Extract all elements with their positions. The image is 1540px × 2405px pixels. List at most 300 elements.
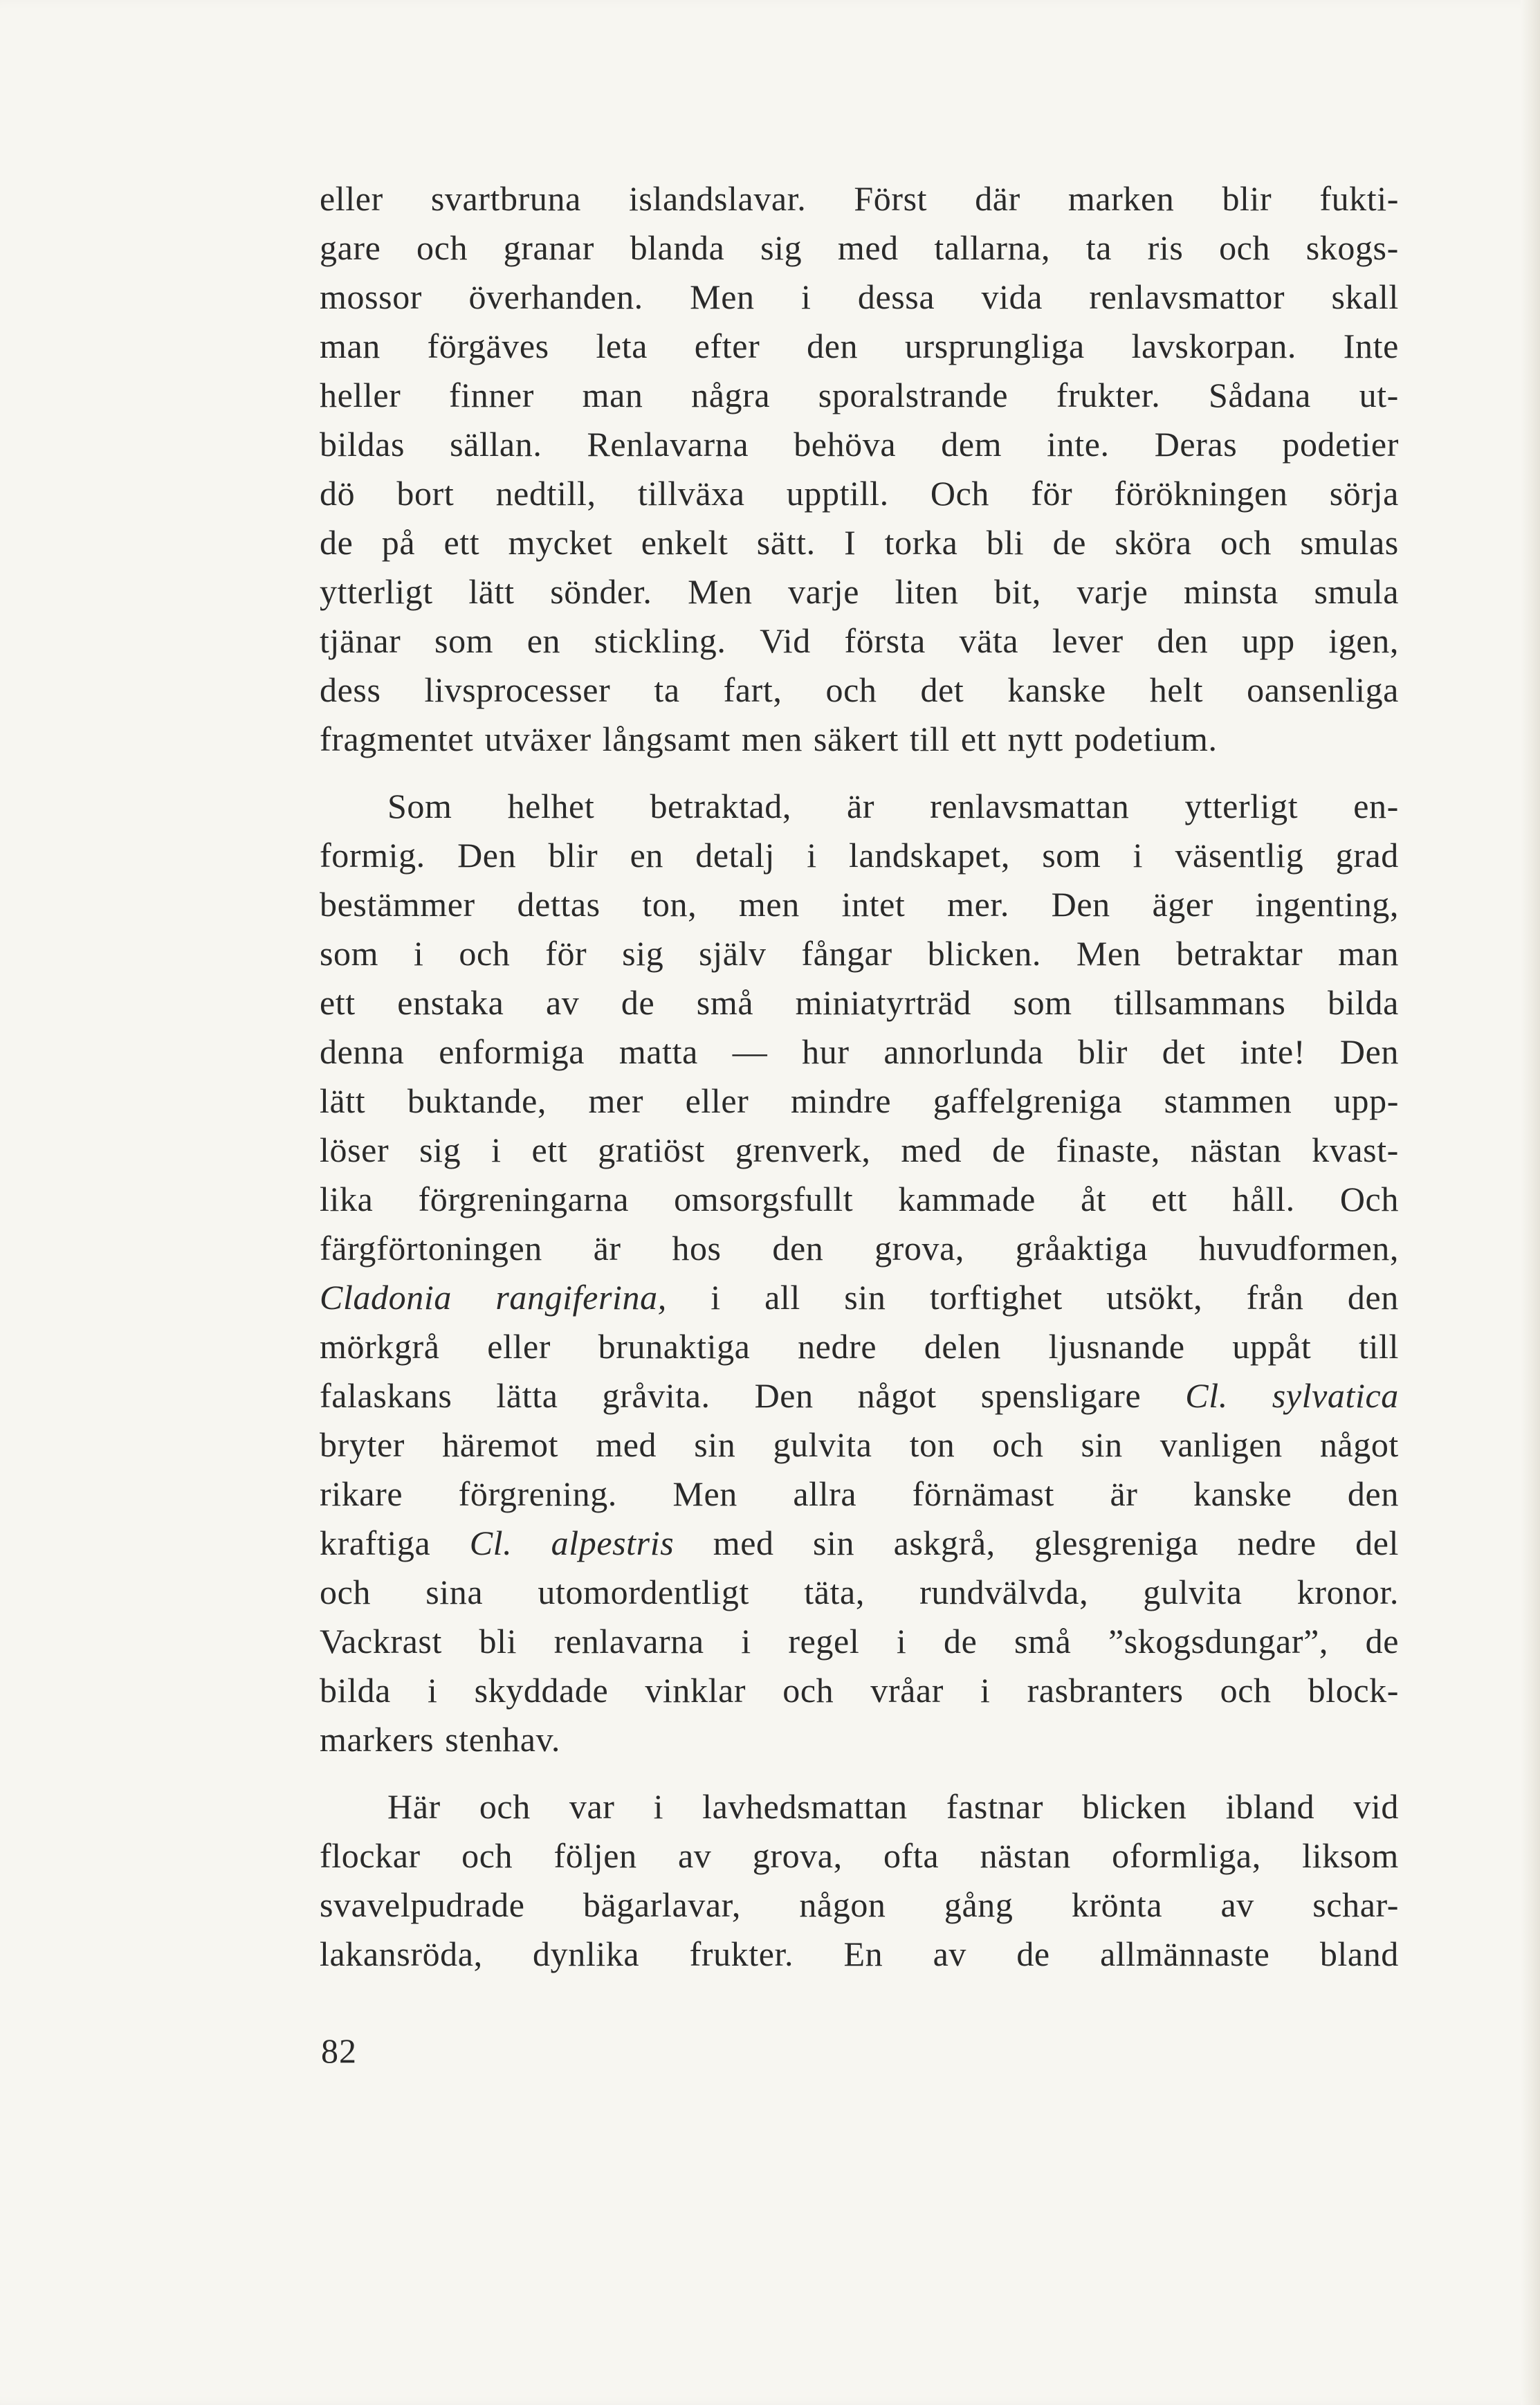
word: eller: [320, 179, 383, 218]
word: marken: [1067, 179, 1175, 218]
word: efter: [694, 327, 760, 365]
word: rasbranters: [1027, 1671, 1184, 1710]
text-line: [320, 1519, 1399, 1568]
word: markers: [320, 1720, 434, 1759]
text-line: [320, 1027, 1399, 1077]
word: förgreningarna: [418, 1180, 630, 1218]
word: med: [596, 1425, 657, 1464]
word: heller: [320, 376, 401, 414]
word: man: [320, 327, 381, 365]
word: vanligen: [1159, 1425, 1283, 1464]
word: förgrening.: [458, 1474, 617, 1513]
word: färgförtoningen: [320, 1229, 542, 1268]
word: ton,: [642, 885, 697, 924]
word: nytt: [1007, 720, 1063, 758]
word: och: [782, 1671, 834, 1710]
word: är: [847, 787, 875, 825]
word: —: [732, 1032, 768, 1071]
word: sin: [694, 1425, 736, 1464]
word: i: [711, 1278, 721, 1317]
word: sina: [425, 1573, 484, 1611]
word: små: [696, 983, 754, 1022]
word: Vackrast: [320, 1622, 442, 1661]
text-line: [320, 1470, 1399, 1519]
word: bland: [1319, 1935, 1399, 1973]
word: som: [320, 934, 379, 973]
word: sin: [844, 1278, 886, 1317]
word: sköra: [1115, 523, 1192, 562]
word: Men: [1076, 934, 1142, 973]
text-line: [320, 567, 1399, 616]
word: landskapet,: [849, 836, 1010, 875]
word: några: [691, 376, 771, 414]
word: Renlavarna: [587, 425, 749, 464]
text-line: [320, 1175, 1399, 1224]
word: och: [1219, 228, 1271, 267]
word: men: [742, 720, 803, 758]
word: förökningen: [1114, 474, 1288, 513]
word: sig: [419, 1131, 461, 1169]
word: Men: [672, 1474, 737, 1513]
word: ljusnande: [1048, 1327, 1185, 1366]
word: den: [1347, 1278, 1399, 1317]
word: små: [1014, 1622, 1072, 1661]
word: förgäves: [427, 327, 549, 365]
text-line: [320, 1782, 1399, 1831]
word: upp: [1241, 621, 1295, 660]
word: men: [738, 885, 800, 924]
word: skall: [1331, 277, 1399, 316]
word: mer: [588, 1081, 644, 1120]
text-line: [320, 518, 1399, 567]
word: inte!: [1240, 1032, 1306, 1071]
word: vida: [981, 277, 1043, 316]
word: rundvälvda,: [919, 1573, 1089, 1611]
text-line: [320, 223, 1399, 273]
word: håll.: [1232, 1180, 1295, 1218]
word: leta: [596, 327, 648, 365]
word: och: [459, 934, 511, 973]
word: kraftiga: [320, 1524, 431, 1562]
word: schar-: [1312, 1885, 1399, 1924]
word: dessa: [857, 277, 935, 316]
word: i: [491, 1131, 502, 1169]
text-line: [320, 880, 1399, 929]
word: Inte: [1343, 327, 1399, 365]
word: det: [920, 670, 964, 709]
page-number: 82: [321, 2031, 357, 2070]
word: block-: [1308, 1671, 1399, 1710]
word: eller: [685, 1081, 749, 1120]
text-line: [320, 1881, 1399, 1930]
word: livsprocesser: [424, 670, 611, 709]
word: ”skogsdungar”,: [1108, 1622, 1328, 1661]
word: eller: [487, 1327, 551, 1366]
word: rangiferina,: [495, 1278, 667, 1317]
word: kronor.: [1296, 1573, 1399, 1611]
word: ingenting,: [1255, 885, 1399, 924]
word: svavelpudrade: [320, 1885, 525, 1924]
word: ett: [443, 523, 480, 562]
word: Cl.: [1185, 1376, 1228, 1415]
word: kammade: [898, 1180, 1036, 1218]
word: utväxer: [484, 720, 592, 758]
word: nästan: [1190, 1131, 1282, 1169]
word: en-: [1353, 787, 1399, 825]
word: de: [1052, 523, 1087, 562]
word: som: [1013, 983, 1072, 1022]
word: Sådana: [1208, 376, 1311, 414]
word: ytterligt: [320, 572, 433, 611]
word: i: [980, 1671, 991, 1710]
word: liksom: [1302, 1836, 1399, 1875]
word: de: [320, 523, 354, 562]
word: för: [1031, 474, 1073, 513]
word: den: [807, 327, 859, 365]
word: Här: [387, 1787, 441, 1826]
word: ofta: [883, 1836, 939, 1875]
word: en: [526, 621, 561, 660]
word: något: [857, 1376, 937, 1415]
text-line: [320, 174, 1399, 223]
word: Deras: [1154, 425, 1238, 464]
word: blanda: [630, 228, 725, 267]
word: helt: [1149, 670, 1204, 709]
word: falaskans: [320, 1376, 452, 1415]
word: mer.: [947, 885, 1009, 924]
word: nästan: [980, 1836, 1071, 1875]
word: tallarna,: [934, 228, 1051, 267]
word: ett: [320, 983, 356, 1022]
word: bli: [986, 523, 1025, 562]
word: allmännaste: [1100, 1935, 1270, 1973]
page-edge-shadow: [1521, 0, 1540, 2405]
word: spensligare: [980, 1376, 1142, 1415]
word: i: [807, 836, 817, 875]
word: sällan.: [450, 425, 542, 464]
word: i: [800, 277, 812, 316]
word: tillsammans: [1114, 983, 1286, 1022]
paragraph-3: [320, 1782, 1399, 1979]
word: av: [678, 1836, 712, 1875]
word: smulas: [1300, 523, 1399, 562]
word: En: [843, 1935, 883, 1973]
word: liten: [895, 572, 959, 611]
word: häremot: [442, 1425, 559, 1464]
word: fragmentet: [320, 720, 474, 758]
word: är: [1110, 1474, 1138, 1513]
word: tillväxa: [637, 474, 745, 513]
word: ett: [531, 1131, 568, 1169]
word: med: [837, 228, 899, 267]
body-text: [320, 174, 1399, 1979]
word: lika: [320, 1180, 374, 1218]
word: askgrå,: [893, 1524, 996, 1562]
word: skogs-: [1305, 228, 1399, 267]
word: omsorgsfullt: [674, 1180, 854, 1218]
word: bort: [396, 474, 455, 513]
word: stammen: [1164, 1081, 1292, 1120]
word: och: [992, 1425, 1044, 1464]
word: fastnar: [946, 1787, 1044, 1826]
word: bilda: [320, 1671, 391, 1710]
word: ett: [960, 720, 997, 758]
word: torftighet: [929, 1278, 1063, 1317]
word: lätt: [468, 572, 515, 611]
text-line: [320, 831, 1399, 880]
word: brunaktiga: [598, 1327, 751, 1366]
word: säkert: [813, 720, 899, 758]
word: blir: [1078, 1032, 1128, 1071]
word: de: [992, 1131, 1026, 1169]
word: man: [1338, 934, 1399, 973]
word: blir: [548, 836, 598, 875]
word: sörja: [1329, 474, 1399, 513]
word: vid: [1353, 1787, 1399, 1826]
word: oformliga,: [1112, 1836, 1261, 1875]
word: Först: [854, 179, 928, 218]
word: ris: [1147, 228, 1184, 267]
word: miniatyrträd: [795, 983, 971, 1022]
word: dynlika: [533, 1935, 640, 1973]
word: sporalstrande: [818, 376, 1009, 414]
word: Cl.: [469, 1524, 513, 1562]
word: de: [944, 1622, 978, 1661]
word: gråaktiga: [1015, 1229, 1148, 1268]
word: bli: [479, 1622, 517, 1661]
word: islandslavar.: [628, 179, 807, 218]
word: grenverk,: [735, 1131, 871, 1169]
word: med: [901, 1131, 962, 1169]
word: i: [1133, 836, 1144, 875]
word: enstaka: [397, 983, 504, 1022]
text-line: [320, 1617, 1399, 1666]
word: som: [1042, 836, 1101, 875]
text-line: [320, 1666, 1399, 1715]
word: täta,: [804, 1573, 865, 1611]
word: är: [593, 1229, 621, 1268]
word: de: [621, 983, 655, 1022]
text-line: [320, 1831, 1399, 1881]
word: lavhedsmattan: [702, 1787, 908, 1826]
word: frukter.: [1056, 376, 1161, 414]
word: Den: [754, 1376, 814, 1415]
text-line: [320, 666, 1399, 715]
word: mörkgrå: [320, 1327, 440, 1366]
word: i: [414, 934, 424, 973]
word: bryter: [320, 1425, 405, 1464]
word: nedtill,: [495, 474, 596, 513]
text-line: [320, 1322, 1399, 1371]
word: till: [1358, 1327, 1399, 1366]
word: utsökt,: [1106, 1278, 1203, 1317]
word: löser: [320, 1131, 389, 1169]
word: fukti-: [1319, 179, 1399, 218]
word: gulvita: [773, 1425, 872, 1464]
word: kanske: [1193, 1474, 1292, 1513]
word: sätt.: [756, 523, 816, 562]
text-line: [320, 371, 1399, 420]
word: helhet: [507, 787, 595, 825]
word: hos: [672, 1229, 722, 1268]
word: gråvita.: [602, 1376, 711, 1415]
word: bit,: [994, 572, 1041, 611]
word: till: [909, 720, 950, 758]
word: Den: [1051, 885, 1110, 924]
word: långsamt: [602, 720, 731, 758]
word: de: [1365, 1622, 1399, 1661]
word: följen: [553, 1836, 637, 1875]
word: Och: [930, 474, 989, 513]
word: för: [545, 934, 587, 973]
word: upp-: [1333, 1081, 1399, 1120]
word: av: [545, 983, 580, 1022]
word: inte.: [1047, 425, 1110, 464]
text-line: [320, 1930, 1399, 1979]
word: ton: [909, 1425, 955, 1464]
word: sig: [622, 934, 664, 973]
word: nedre: [1237, 1524, 1317, 1562]
word: och: [461, 1836, 513, 1875]
word: på: [381, 523, 416, 562]
word: lavskorpan.: [1131, 327, 1297, 365]
word: ursprungliga: [904, 327, 1085, 365]
word: upptill.: [786, 474, 889, 513]
word: blicken: [1082, 1787, 1187, 1826]
word: allra: [793, 1474, 857, 1513]
word: den: [1347, 1474, 1399, 1513]
word: och: [479, 1787, 531, 1826]
word: av: [1220, 1885, 1254, 1924]
word: lätta: [496, 1376, 558, 1415]
word: oansenliga: [1247, 670, 1399, 709]
word: huvudformen,: [1198, 1229, 1399, 1268]
word: alpestris: [551, 1524, 675, 1562]
word: tjänar: [320, 621, 401, 660]
text-line: [320, 1126, 1399, 1175]
word: ett: [1151, 1180, 1188, 1218]
word: ibland: [1225, 1787, 1315, 1826]
word: grad: [1335, 836, 1399, 875]
word: någon: [799, 1885, 886, 1924]
word: i: [741, 1622, 751, 1661]
word: det: [1162, 1032, 1206, 1071]
word: sin: [1081, 1425, 1123, 1464]
word: glesgreniga: [1034, 1524, 1199, 1562]
word: mycket: [508, 523, 613, 562]
word: dess: [320, 670, 381, 709]
text-line: [320, 1273, 1399, 1322]
word: betraktad,: [650, 787, 791, 825]
word: äger: [1152, 885, 1213, 924]
word: blir: [1222, 179, 1272, 218]
word: kvast-: [1312, 1131, 1399, 1169]
word: sönder.: [550, 572, 652, 611]
word: del: [1355, 1524, 1399, 1562]
word: gulvita: [1143, 1573, 1243, 1611]
word: frukter.: [689, 1935, 794, 1973]
text-line: [320, 1224, 1399, 1273]
word: igen,: [1328, 621, 1399, 660]
word: väsentlig: [1175, 836, 1304, 875]
word: podetium.: [1074, 720, 1218, 758]
word: vråar: [870, 1671, 944, 1710]
word: grova,: [874, 1229, 965, 1268]
word: nedre: [798, 1327, 877, 1366]
word: och: [320, 1573, 371, 1611]
text-line: [320, 1568, 1399, 1617]
word: ut-: [1359, 376, 1399, 414]
word: gratiöst: [598, 1131, 705, 1169]
word: skyddade: [474, 1671, 609, 1710]
word: ta: [654, 670, 680, 709]
word: bildas: [320, 425, 405, 464]
word: bägarlavar,: [583, 1885, 741, 1924]
word: fångar: [801, 934, 892, 973]
word: dem: [941, 425, 1002, 464]
word: en: [630, 836, 663, 875]
word: man: [582, 376, 643, 414]
word: Men: [690, 277, 755, 316]
word: överhanden.: [468, 277, 643, 316]
word: renlavsmattan: [930, 787, 1130, 825]
word: Den: [1339, 1032, 1399, 1071]
word: enkelt: [641, 523, 728, 562]
word: första: [844, 621, 926, 660]
word: rikare: [320, 1474, 403, 1513]
word: där: [975, 179, 1020, 218]
word: bilda: [1327, 983, 1399, 1022]
word: i: [428, 1671, 438, 1710]
word: sig: [760, 228, 803, 267]
text-line: [320, 322, 1399, 371]
word: och: [1220, 1671, 1272, 1710]
word: vinklar: [645, 1671, 746, 1710]
word: svartbruna: [430, 179, 581, 218]
word: granar: [503, 228, 594, 267]
word: den: [772, 1229, 824, 1268]
paragraph-1: [320, 174, 1399, 764]
word: lakansröda,: [320, 1935, 483, 1973]
word: varje: [1076, 572, 1148, 611]
word: ta: [1085, 228, 1112, 267]
word: och: [825, 670, 877, 709]
text-line: [320, 616, 1399, 666]
text-line: [320, 420, 1399, 469]
word: från: [1246, 1278, 1304, 1317]
word: podetier: [1282, 425, 1399, 464]
word: renlavarna: [553, 1622, 704, 1661]
word: och: [1220, 523, 1272, 562]
word: något: [1319, 1425, 1399, 1464]
word: matta: [618, 1032, 698, 1071]
word: de: [1016, 1935, 1050, 1973]
word: förnämast: [912, 1474, 1054, 1513]
word: Cladonia: [320, 1278, 452, 1317]
word: som: [434, 621, 494, 660]
word: stenhav.: [445, 1720, 561, 1759]
word: gare: [320, 228, 381, 267]
word: sylvatica: [1272, 1376, 1399, 1415]
word: åt: [1081, 1180, 1107, 1218]
text-line: [320, 469, 1399, 518]
word: kanske: [1007, 670, 1106, 709]
text-line: [320, 1420, 1399, 1470]
text-line: [320, 782, 1399, 831]
word: denna: [320, 1032, 405, 1071]
word: och: [416, 228, 468, 267]
word: väta: [959, 621, 1019, 660]
